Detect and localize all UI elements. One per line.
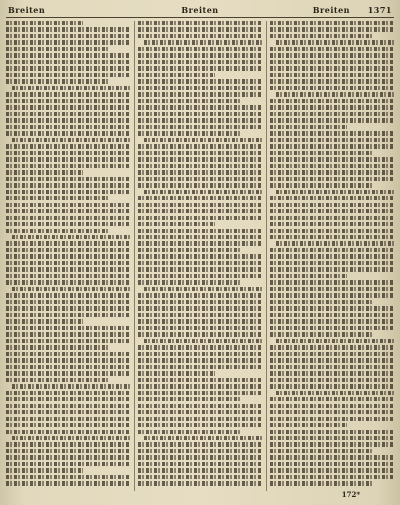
text-line [270,229,394,233]
text-line [12,287,130,291]
text-line [270,177,394,181]
text-line [6,34,130,38]
text-line [270,254,394,258]
text-line [6,47,110,51]
text-line [6,391,130,395]
text-line [6,248,130,252]
text-line [270,138,394,142]
text-line [6,79,110,83]
text-line [138,216,262,220]
text-line [270,300,374,304]
text-line [6,352,130,356]
text-line [6,73,130,77]
text-line [276,241,394,245]
text-line [138,410,262,414]
text-line [138,455,262,459]
text-line [6,157,130,161]
text-line [270,86,394,90]
header-right-word: Breiten [312,5,350,15]
text-line [270,131,394,135]
header-rule [6,17,394,18]
text-line [138,177,262,181]
text-line [270,73,394,77]
text-line [138,475,262,479]
text-line [6,468,83,472]
text-line [138,371,215,375]
text-line [6,306,130,310]
text-line [138,417,262,421]
text-line [6,326,130,330]
text-line [138,164,262,168]
text-line [138,248,242,252]
text-line [270,280,394,284]
text-line [138,468,262,472]
text-line [138,391,262,395]
text-line [144,40,262,44]
text-line [270,417,394,421]
text-line [138,300,262,304]
text-line [138,404,262,408]
text-line [6,455,130,459]
text-line [270,99,394,103]
text-line [276,391,394,395]
text-line [138,267,262,271]
text-line [12,384,130,388]
text-line [270,203,394,207]
text-line [6,274,130,278]
text-line [6,92,130,96]
text-line [138,203,262,207]
text-line [6,66,130,70]
text-line [6,99,130,103]
text-line [270,53,394,57]
text-line [270,164,394,168]
text-line [6,423,130,427]
text-line [138,60,262,64]
text-line [6,430,130,434]
text-line [6,442,130,446]
text-column-2 [138,21,262,491]
text-line [270,34,374,38]
text-line [138,397,242,401]
text-line [270,352,394,356]
text-line [138,235,262,239]
text-line [138,378,262,382]
text-line [270,118,394,122]
header-left-word: Breiten [8,5,46,15]
text-line [6,462,130,466]
text-line [138,222,215,226]
text-line [138,358,262,362]
text-line [138,352,262,356]
text-line [270,423,347,427]
text-line [270,105,394,109]
text-line [138,53,262,57]
text-line [6,417,130,421]
column-divider-1 [134,21,135,491]
text-line [138,332,262,336]
text-line [270,442,394,446]
text-line [276,40,394,44]
text-line [6,280,130,284]
text-line [6,229,110,233]
text-line [270,306,394,310]
text-line [270,430,394,434]
text-line [270,125,347,129]
text-line [6,254,130,258]
text-line [138,274,262,278]
text-line [270,112,394,116]
text-line [6,241,130,245]
text-line [12,138,130,142]
text-line [138,449,262,453]
signature-mark: 172* [341,490,360,499]
text-line [6,216,130,220]
text-line [6,319,83,323]
text-line [138,183,262,187]
text-line [6,261,130,265]
text-line [6,125,130,129]
text-line [6,300,130,304]
text-line [6,378,110,382]
text-line [6,481,130,485]
text-line [270,481,374,485]
text-line [270,216,394,220]
text-line [138,79,262,83]
text-line [138,105,262,109]
text-line [6,118,130,122]
text-line [270,196,394,200]
text-line [6,358,130,362]
text-line [6,222,130,226]
text-column-1 [6,21,130,491]
text-line [6,371,130,375]
text-line [6,410,130,414]
text-line [138,151,262,155]
text-line [138,326,262,330]
text-line [138,196,262,200]
text-line [6,131,130,135]
text-line [6,190,130,194]
text-line [6,475,130,479]
text-line [144,287,262,291]
text-line [6,332,130,336]
text-line [138,261,262,265]
text-line [6,177,130,181]
text-line [270,358,394,362]
text-line [270,378,394,382]
text-line [270,468,394,472]
text-line [276,92,394,96]
text-line [270,436,394,440]
text-line [270,345,394,349]
text-line [270,47,394,51]
text-line [138,92,262,96]
text-line [270,332,374,336]
text-line [270,371,394,375]
text-line [144,339,262,343]
text-line [12,235,130,239]
text-line [270,267,394,271]
text-column-3 [270,21,394,491]
text-line [138,423,262,427]
text-line [270,222,394,226]
text-line [138,73,215,77]
text-line [6,196,110,200]
text-line [144,436,262,440]
text-line [270,475,394,479]
text-line [144,190,262,194]
text-line [270,404,394,408]
text-line [6,53,130,57]
text-line [270,384,394,388]
text-line [138,293,262,297]
text-line [138,125,262,129]
text-line [270,170,394,174]
text-line [138,21,262,25]
text-line [138,34,262,38]
text-line [138,170,262,174]
text-line [270,287,394,291]
text-line [6,105,130,109]
text-line [270,21,394,25]
text-line [6,170,83,174]
text-line [6,27,130,31]
text-line [138,442,262,446]
text-line [270,274,347,278]
text-line [138,462,262,466]
text-line [138,99,242,103]
running-header [6,4,394,18]
text-line [138,254,262,258]
text-line [138,280,242,284]
page-number: 1371 [367,5,392,15]
text-line [270,293,394,297]
text-line [6,267,130,271]
text-line [138,131,242,135]
text-line [138,481,262,485]
text-line [270,462,394,466]
text-line [6,449,130,453]
text-line [138,430,242,434]
text-line [6,313,130,317]
text-line [138,27,262,31]
text-line [270,209,394,213]
text-line [270,144,394,148]
header-center-word: Breiten [181,5,219,15]
text-line [6,365,130,369]
text-line [138,345,262,349]
text-line [138,66,262,70]
text-line [138,229,262,233]
text-line [270,397,394,401]
text-line [270,326,394,330]
text-line [138,313,262,317]
text-line [270,455,394,459]
text-line [6,293,130,297]
text-line [270,79,394,83]
text-line [6,183,130,187]
text-line [138,384,262,388]
text-line [270,449,374,453]
text-line [138,241,262,245]
text-line [138,112,262,116]
text-line [138,86,262,90]
text-line [138,144,262,148]
text-line [12,436,130,440]
text-line [6,151,130,155]
text-line [6,60,130,64]
text-line [270,151,374,155]
text-line [6,21,83,25]
text-line [12,86,130,90]
text-line [6,203,130,207]
text-line [270,60,394,64]
text-line [6,339,130,343]
text-line [138,47,262,51]
text-line [270,183,374,187]
text-line [6,345,110,349]
text-line [138,365,262,369]
text-line [270,157,394,161]
text-line [6,40,130,44]
text-line [270,319,394,323]
text-line [270,365,394,369]
text-line [276,190,394,194]
text-line [138,118,262,122]
text-line [270,248,394,252]
text-line [276,339,394,343]
text-line [6,404,130,408]
text-line [270,410,394,414]
column-divider-2 [266,21,267,491]
text-line [138,319,262,323]
text-line [270,261,394,265]
text-line [138,209,262,213]
text-line [270,66,394,70]
text-line [6,209,130,213]
text-line [144,138,262,142]
text-line [270,313,394,317]
text-line [270,27,394,31]
text-line [138,306,262,310]
text-line [6,397,130,401]
text-line [6,164,130,168]
text-line [6,144,130,148]
text-line [6,112,130,116]
text-line [270,235,394,239]
text-line [138,157,262,161]
